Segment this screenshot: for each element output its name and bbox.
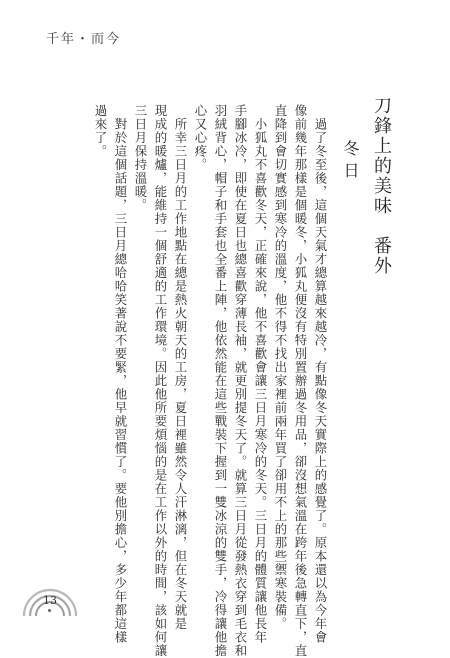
body-column: 三日月保持溫暖。 [133, 104, 148, 212]
body-column: 直降到會切實感到寒冷的溫度，他不得不找出家裡前兩年買了卻用不上的那些禦寒裝備。 [273, 104, 288, 631]
body-column: 像前幾年那樣是個暖冬，小狐丸便沒有特別置辦過冬用品，卻沒想氣溫在跨年後急轉直下，直 [293, 104, 308, 658]
body-column: 小狐丸不喜歡冬天，正確來說，他不喜歡會讓三日月寒冷的冬天。三日月的體質讓他長年 [253, 104, 268, 644]
running-header: 千年・而今 [46, 32, 122, 47]
body-column: 手腳冰冷，即使在夏日也總喜歡穿薄長袖，就更別提冬天了。就算三日月從發熱衣穿到毛衣和 [233, 104, 248, 658]
article-subtitle: 冬日 [341, 140, 360, 184]
body-column: 所幸三日月的工作地點在總是熱火朝天的工房，夏日裡雖然令人汗淋漓，但在冬天就是 [173, 104, 188, 631]
body-column: 過來了。 [93, 104, 108, 158]
page-dot [48, 609, 51, 612]
body-column: 心又心疼。 [193, 104, 208, 172]
page-number: 13 [43, 594, 57, 607]
body-column: 羽絨背心，帽子和手套也全番上陣，他依然能在這些戰裝下握到一雙冰涼的雙手，冷得讓他擔 [213, 104, 228, 658]
body-column: 對於這個話題，三日月總哈哈笑著說不要緊，他早就習慣了。要他別擔心，多少年都這樣 [113, 104, 128, 644]
body-column: 過了冬至後，這個天氣才總算越來越冷，有點像冬天實際上的感覺了。原本還以為今年會 [313, 104, 328, 644]
article-title: 刀鋒上的美味 番外 [371, 96, 392, 276]
body-column: 現成的暖爐，能維持一個舒適的工作環境。因此他所要煩惱的是在工作以外的時間，該如何讓 [153, 104, 168, 658]
